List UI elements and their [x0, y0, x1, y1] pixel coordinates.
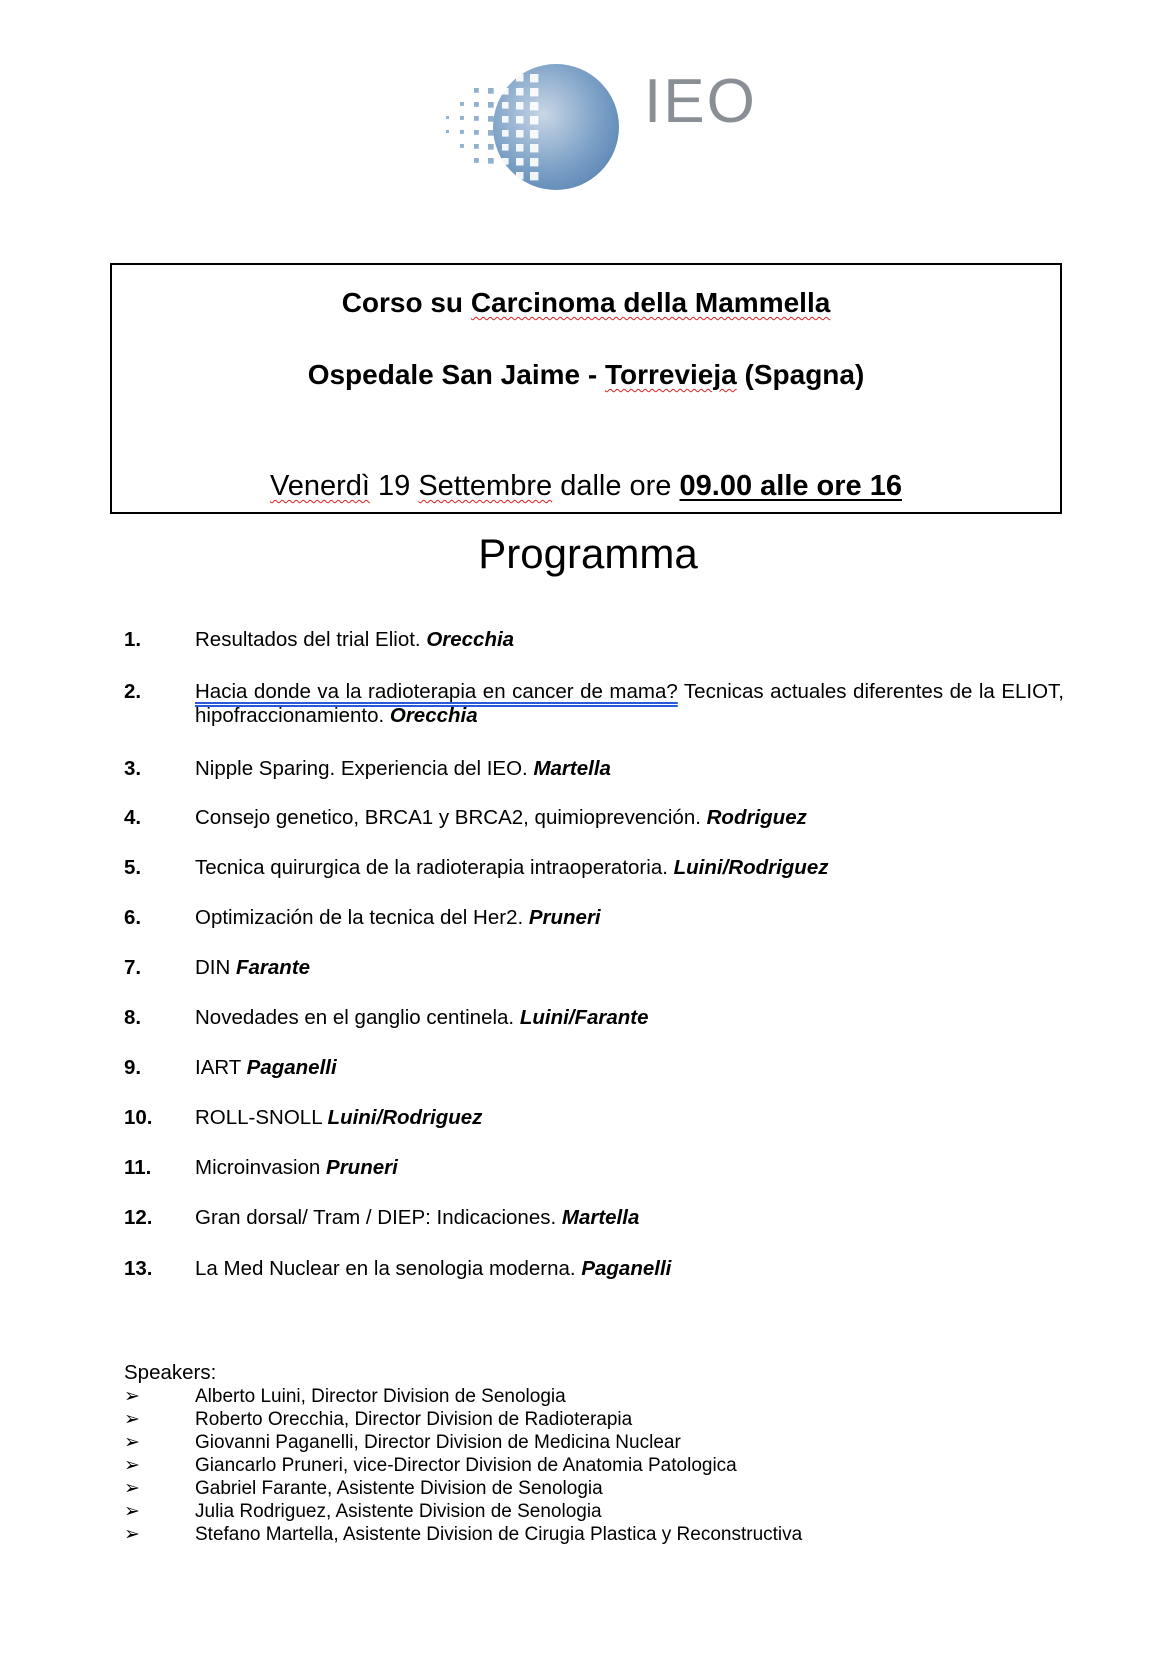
- date-time: 09.00 alle ore 16: [679, 470, 902, 502]
- logo-dot: [516, 130, 524, 138]
- logo-dot: [516, 102, 524, 110]
- item-text: DIN: [195, 956, 236, 979]
- logo-dot: [502, 144, 509, 151]
- item-text: Optimización de la tecnica del Her2.: [195, 906, 529, 929]
- logo-dot: [474, 130, 479, 135]
- logo-dot: [446, 130, 449, 133]
- course-header-box: [110, 263, 1062, 514]
- item-number: 10.: [124, 1106, 153, 1129]
- logo-dot: [474, 116, 479, 121]
- item-speaker: Rodriguez: [706, 806, 807, 829]
- item-number: 2.: [124, 680, 142, 703]
- course-title: [112, 287, 1060, 319]
- speaker-text: Alberto Luini, Director Division de Senologia: [195, 1386, 566, 1407]
- logo-text: IEO: [644, 67, 757, 136]
- arrow-icon: ➢: [124, 1432, 140, 1453]
- logo-dot: [474, 158, 479, 163]
- logo-dot: [502, 88, 509, 95]
- item-text: Nipple Sparing. Experiencia del IEO.: [195, 757, 534, 780]
- logo-dot: [502, 116, 509, 123]
- item-speaker: Paganelli: [581, 1257, 672, 1280]
- logo-dot: [516, 144, 524, 152]
- item-speaker: Farante: [236, 956, 311, 979]
- logo-dot: [516, 172, 524, 180]
- logo-dot: [530, 158, 538, 166]
- item-number: 8.: [124, 1006, 142, 1029]
- date-month: Settembre: [418, 470, 553, 502]
- item-number: 12.: [124, 1206, 153, 1229]
- item-number: 9.: [124, 1056, 142, 1079]
- item-number: 13.: [124, 1257, 153, 1280]
- logo-dot: [460, 144, 464, 148]
- logo-dot: [474, 88, 479, 93]
- item-text: Tecnica quirurgica de la radioterapia intraoperatoria.: [195, 856, 674, 879]
- logo-dot: [502, 172, 509, 179]
- country-name: (Spagna): [736, 359, 865, 390]
- item-text: IART: [195, 1056, 247, 1079]
- course-date: [112, 470, 1060, 503]
- logo-dot: [488, 88, 494, 94]
- logo-dot: [460, 102, 464, 106]
- speakers-title: Speakers:: [124, 1361, 217, 1384]
- logo-dot: [530, 144, 538, 152]
- speaker-text: Julia Rodriguez, Asistente Division de Senologia: [195, 1501, 602, 1522]
- item-speaker: Martella: [561, 1206, 640, 1229]
- speaker-text: Gabriel Farante, Asistente Division de Senologia: [195, 1478, 603, 1499]
- item-text: La Med Nuclear en la senologia moderna.: [195, 1257, 582, 1280]
- logo-circle: [493, 64, 619, 190]
- item-text: Microinvasion: [195, 1156, 327, 1179]
- logo-dot: [530, 88, 538, 96]
- logo-dot: [530, 116, 538, 124]
- item-number: 7.: [124, 956, 142, 979]
- item-speaker: Orecchia: [389, 704, 478, 727]
- item-speaker: Pruneri: [528, 906, 601, 929]
- logo-dot: [502, 102, 509, 109]
- logo-dot: [516, 88, 524, 96]
- logo-dot: [502, 74, 509, 81]
- date-mid: dalle ore: [552, 470, 680, 502]
- logo-dot: [516, 74, 524, 82]
- logo-dot: [516, 158, 524, 166]
- item-number: 5.: [124, 856, 142, 879]
- date-num: 19: [369, 470, 419, 502]
- logo-dot: [460, 116, 464, 120]
- item-text: Resultados del trial Eliot.: [195, 628, 427, 651]
- item-text: Consejo genetico, BRCA1 y BRCA2, quimioprevención.: [195, 806, 707, 829]
- course-location: [112, 359, 1060, 391]
- item-text: Gran dorsal/ Tram / DIEP: Indicaciones.: [195, 1206, 562, 1229]
- item-number: 3.: [124, 757, 142, 780]
- logo-dot: [530, 130, 538, 138]
- logo-dot: [488, 158, 494, 164]
- logo-dot: [502, 130, 509, 137]
- logo-dot: [460, 130, 464, 134]
- item-text: ROLL-SNOLL: [195, 1106, 328, 1129]
- date-day: Venerdì: [269, 470, 370, 502]
- logo-dot: [488, 144, 494, 150]
- item-speaker: Luini/Rodriguez: [327, 1106, 483, 1129]
- item-text: Tecnicas actuales diferentes de la ELIOT, hipofraccionamiento.: [195, 680, 1064, 727]
- logo-dot: [474, 102, 479, 107]
- course-prefix: Corso su: [341, 287, 471, 318]
- arrow-icon: ➢: [124, 1409, 140, 1430]
- item-number: 4.: [124, 806, 142, 829]
- logo-dot: [530, 74, 538, 82]
- item-number: 6.: [124, 906, 142, 929]
- arrow-icon: ➢: [124, 1501, 140, 1522]
- item-speaker: Luini/Rodriguez: [673, 856, 829, 879]
- logo-dot: [530, 102, 538, 110]
- item-speaker: Pruneri: [326, 1156, 398, 1179]
- item-text-link: Hacia donde va la radioterapia en cancer de mama?: [195, 680, 678, 703]
- arrow-icon: ➢: [124, 1386, 140, 1407]
- logo-dot: [502, 158, 509, 165]
- logo-dot: [488, 116, 494, 122]
- item-speaker: Orecchia: [426, 628, 515, 651]
- logo-dot: [488, 102, 494, 108]
- speaker-text: Giovanni Paganelli, Director Division de Medicina Nuclear: [195, 1432, 681, 1453]
- item-text: Novedades en el ganglio centinela.: [195, 1006, 520, 1029]
- speaker-text: Giancarlo Pruneri, vice-Director Division de Anatomia Patologica: [195, 1455, 737, 1476]
- arrow-icon: ➢: [124, 1524, 140, 1545]
- logo-dot: [488, 130, 494, 136]
- logo-dot: [530, 172, 538, 180]
- city-name: Torrevieja: [604, 359, 737, 390]
- logo-dot: [516, 116, 524, 124]
- item-number: 1.: [124, 628, 142, 651]
- speaker-text: Stefano Martella, Asistente Division de Cirugia Plastica y Reconstructiva: [195, 1524, 803, 1545]
- arrow-icon: ➢: [124, 1478, 140, 1499]
- logo-dot: [446, 116, 449, 119]
- speaker-text: Roberto Orecchia, Director Division de Radioterapia: [195, 1409, 633, 1430]
- item-speaker: Martella: [533, 757, 611, 780]
- logo-dot: [474, 144, 479, 149]
- item-speaker: Paganelli: [246, 1056, 337, 1079]
- item-speaker: Luini/Farante: [519, 1006, 649, 1029]
- arrow-icon: ➢: [124, 1455, 140, 1476]
- program-title: Programma: [478, 530, 698, 577]
- course-name: Carcinoma della Mammella: [470, 287, 831, 318]
- item-number: 11.: [124, 1156, 152, 1179]
- hospital-name: Ospedale San Jaime -: [307, 359, 605, 390]
